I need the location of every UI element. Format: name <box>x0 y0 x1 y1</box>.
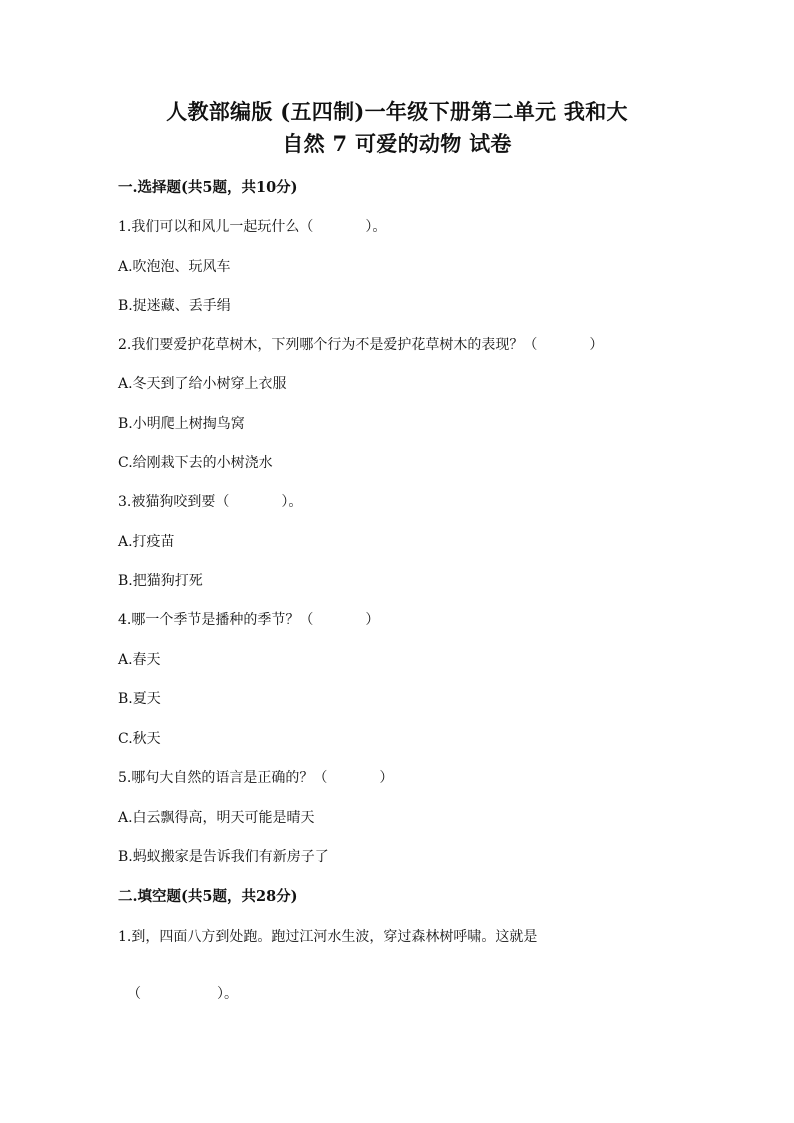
exam-title-line-1: 人教部编版 (五四制)一年级下册第二单元 我和大 <box>166 99 628 124</box>
section-heading-multiple-choice: 一.选择题(共5题，共10分) <box>118 179 298 196</box>
question-5-option-a: A.白云飘得高，明天可能是晴天 <box>118 810 315 826</box>
question-4-option-a: A.春天 <box>118 652 161 668</box>
question-1-option-b: B.捉迷藏、丢手绢 <box>118 298 231 314</box>
question-2-stem <box>118 335 603 355</box>
question-1-stem <box>118 217 386 237</box>
question-4-option-b: B.夏天 <box>118 691 161 707</box>
question-5-text-end: ） <box>379 770 394 786</box>
question-1-text: 1.我们可以和风儿一起玩什么（ <box>118 219 314 235</box>
question-3-stem <box>118 492 302 512</box>
fill-question-1-answer-line <box>127 984 238 1004</box>
question-3-text-end: ）。 <box>281 494 303 510</box>
fill-question-1-close-paren: ）。 <box>217 986 238 1002</box>
question-4-text: 4.哪一个季节是播种的季节？（ <box>118 612 314 628</box>
fill-question-1-stem: 1.到，四面八方到处跑。跑过江河水生波，穿过森林树呼啸。这就是 <box>118 929 538 945</box>
section-heading-fill-in-blank: 二.填空题(共5题，共28分) <box>118 888 298 905</box>
question-3-option-a: A.打疫苗 <box>118 534 175 550</box>
question-5-text: 5.哪句大自然的语言是正确的？（ <box>118 770 328 786</box>
question-4-stem <box>118 610 379 630</box>
question-2-option-c: C.给刚栽下去的小树浇水 <box>118 455 273 471</box>
question-1-text-end: ）。 <box>365 219 387 235</box>
exam-title-line-2: 自然 7 可爱的动物 试卷 <box>282 131 512 156</box>
question-2-option-a: A.冬天到了给小树穿上衣服 <box>118 376 287 392</box>
question-2-text-end: ） <box>589 337 604 353</box>
question-5-stem <box>118 768 393 788</box>
question-4-text-end: ） <box>365 612 380 628</box>
fill-question-1-open-paren: （ <box>127 986 141 1002</box>
question-2-option-b: B.小明爬上树掏鸟窝 <box>118 416 245 432</box>
question-5-option-b: B.蚂蚁搬家是告诉我们有新房子了 <box>118 849 329 865</box>
question-1-option-a: A.吹泡泡、玩风车 <box>118 259 231 275</box>
question-4-option-c: C.秋天 <box>118 731 161 747</box>
question-3-text: 3.被猫狗咬到要（ <box>118 494 230 510</box>
question-3-option-b: B.把猫狗打死 <box>118 573 203 589</box>
question-2-text: 2.我们要爱护花草树木，下列哪个行为不是爱护花草树木的表现？（ <box>118 337 538 353</box>
